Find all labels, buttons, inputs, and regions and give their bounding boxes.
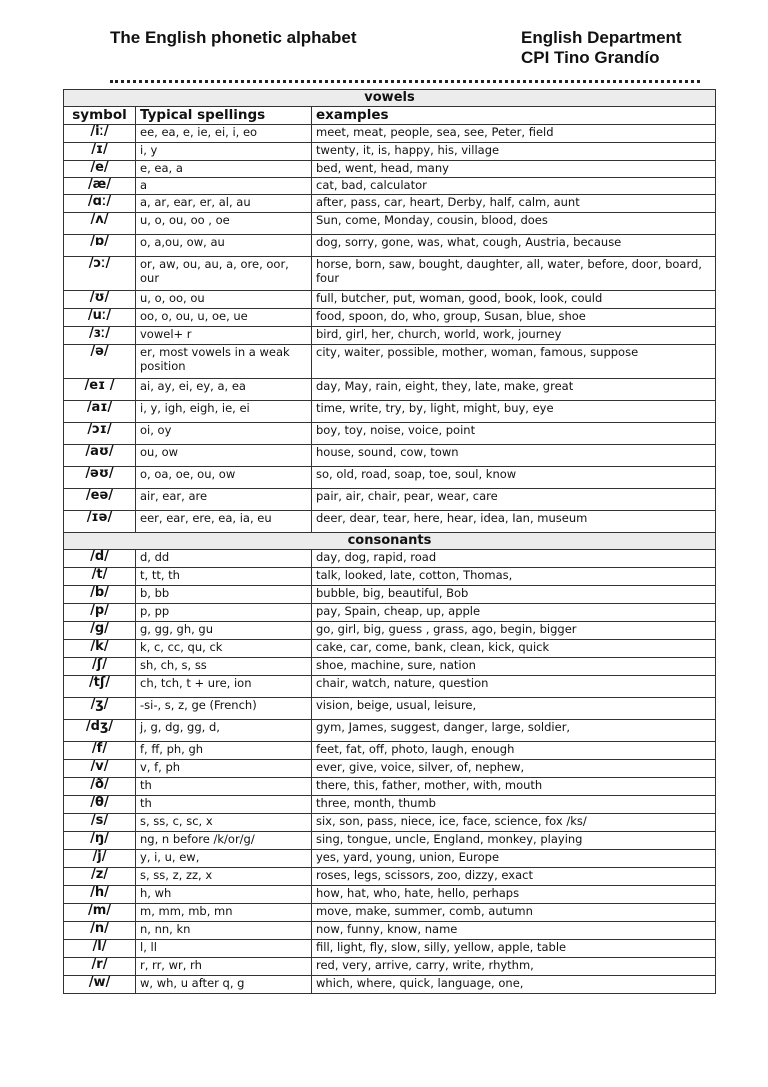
- phonetic-symbol: /ð/: [64, 778, 136, 796]
- phonetic-symbol: /z/: [64, 868, 136, 886]
- typical-spellings: u, o, ou, oo , oe: [136, 213, 312, 235]
- typical-spellings: f, ff, ph, gh: [136, 742, 312, 760]
- example-words: dog, sorry, gone, was, what, cough, Austria, because: [312, 235, 716, 257]
- vowels-row: [64, 291, 716, 309]
- example-words: cat, bad, calculator: [312, 178, 716, 195]
- typical-spellings: -si-, s, z, ge (French): [136, 698, 312, 720]
- example-words: city, waiter, possible, mother, woman, famous, suppose: [312, 345, 716, 379]
- consonants-row: [64, 742, 716, 760]
- vowels-row: [64, 489, 716, 511]
- consonants-row: [64, 778, 716, 796]
- phonetic-symbol: /iː/: [64, 125, 136, 143]
- consonants-row: [64, 568, 716, 586]
- typical-spellings: e, ea, a: [136, 161, 312, 178]
- phonetic-symbol: /g/: [64, 622, 136, 640]
- example-words: bird, girl, her, church, world, work, journey: [312, 327, 716, 345]
- typical-spellings: v, f, ph: [136, 760, 312, 778]
- department-name: English Department: [521, 28, 682, 47]
- phonetic-symbol: /e/: [64, 161, 136, 178]
- consonants-row: [64, 760, 716, 778]
- phonetic-symbol: /dʒ/: [64, 720, 136, 742]
- example-words: pay, Spain, cheap, up, apple: [312, 604, 716, 622]
- vowels-section-header: [64, 90, 716, 107]
- phonetic-symbol: /f/: [64, 742, 136, 760]
- vowels-row: [64, 161, 716, 178]
- typical-spellings: r, rr, wr, rh: [136, 958, 312, 976]
- consonants-row: [64, 886, 716, 904]
- example-words: deer, dear, tear, here, hear, idea, Ian, museum: [312, 511, 716, 533]
- phonetic-symbol: /ə/: [64, 345, 136, 379]
- example-words: three, month, thumb: [312, 796, 716, 814]
- typical-spellings: air, ear, are: [136, 489, 312, 511]
- phonetic-table: [63, 89, 716, 994]
- phonetic-symbol: /aɪ/: [64, 401, 136, 423]
- phonetic-symbol: /tʃ/: [64, 676, 136, 698]
- example-words: cake, car, come, bank, clean, kick, quick: [312, 640, 716, 658]
- consonants-row: [64, 976, 716, 994]
- typical-spellings: ng, n before /k/or/g/: [136, 832, 312, 850]
- phonetic-symbol: /ɔɪ/: [64, 423, 136, 445]
- typical-spellings: oi, oy: [136, 423, 312, 445]
- consonants-row: [64, 814, 716, 832]
- example-words: vision, beige, usual, leisure,: [312, 698, 716, 720]
- typical-spellings: th: [136, 778, 312, 796]
- example-words: now, funny, know, name: [312, 922, 716, 940]
- example-words: food, spoon, do, who, group, Susan, blue, shoe: [312, 309, 716, 327]
- consonants-row: [64, 958, 716, 976]
- vowels-row: [64, 178, 716, 195]
- example-words: shoe, machine, sure, nation: [312, 658, 716, 676]
- phonetic-symbol: /eə/: [64, 489, 136, 511]
- consonants-row: [64, 676, 716, 698]
- vowels-row: [64, 309, 716, 327]
- phonetic-symbol: /ɔː/: [64, 257, 136, 291]
- phonetic-symbol: /ɜː/: [64, 327, 136, 345]
- typical-spellings: ch, tch, t + ure, ion: [136, 676, 312, 698]
- consonants-row: [64, 720, 716, 742]
- typical-spellings: u, o, oo, ou: [136, 291, 312, 309]
- phonetic-symbol: /uː/: [64, 309, 136, 327]
- phonetic-symbol: /t/: [64, 568, 136, 586]
- phonetic-symbol: /ʃ/: [64, 658, 136, 676]
- phonetic-symbol: /r/: [64, 958, 136, 976]
- typical-spellings: ee, ea, e, ie, ei, i, eo: [136, 125, 312, 143]
- typical-spellings: b, bb: [136, 586, 312, 604]
- example-words: fill, light, fly, slow, silly, yellow, apple, table: [312, 940, 716, 958]
- typical-spellings: a, ar, ear, er, al, au: [136, 195, 312, 213]
- example-words: chair, watch, nature, question: [312, 676, 716, 698]
- typical-spellings: w, wh, u after q, g: [136, 976, 312, 994]
- example-words: sing, tongue, uncle, England, monkey, playing: [312, 832, 716, 850]
- example-words: red, very, arrive, carry, write, rhythm,: [312, 958, 716, 976]
- phonetic-symbol: /θ/: [64, 796, 136, 814]
- phonetic-symbol: /aʊ/: [64, 445, 136, 467]
- example-words: Sun, come, Monday, cousin, blood, does: [312, 213, 716, 235]
- example-words: ever, give, voice, silver, of, nephew,: [312, 760, 716, 778]
- phonetic-symbol: /n/: [64, 922, 136, 940]
- phonetic-symbol: /ŋ/: [64, 832, 136, 850]
- document-title: The English phonetic alphabet: [110, 28, 357, 47]
- typical-spellings: vowel+ r: [136, 327, 312, 345]
- consonants-row: [64, 658, 716, 676]
- example-words: six, son, pass, niece, ice, face, science, fox /ks/: [312, 814, 716, 832]
- vowels-row: [64, 195, 716, 213]
- consonants-row: [64, 868, 716, 886]
- example-words: bed, went, head, many: [312, 161, 716, 178]
- phonetic-symbol: /k/: [64, 640, 136, 658]
- typical-spellings: t, tt, th: [136, 568, 312, 586]
- consonants-row: [64, 622, 716, 640]
- example-words: feet, fat, off, photo, laugh, enough: [312, 742, 716, 760]
- phonetic-symbol: /əʊ/: [64, 467, 136, 489]
- phonetic-symbol: /s/: [64, 814, 136, 832]
- typical-spellings: s, ss, c, sc, x: [136, 814, 312, 832]
- phonetic-symbol: /ɪ/: [64, 143, 136, 161]
- phonetic-symbol: /æ/: [64, 178, 136, 195]
- vowels-row: [64, 467, 716, 489]
- typical-spellings: oo, o, ou, u, oe, ue: [136, 309, 312, 327]
- phonetic-symbol: /eɪ /: [64, 379, 136, 401]
- example-words: move, make, summer, comb, autumn: [312, 904, 716, 922]
- typical-spellings: j, g, dg, gg, d,: [136, 720, 312, 742]
- typical-spellings: g, gg, gh, gu: [136, 622, 312, 640]
- vowels-row: [64, 401, 716, 423]
- example-words: go, girl, big, guess , grass, ago, begin, bigger: [312, 622, 716, 640]
- consonants-row: [64, 796, 716, 814]
- example-words: yes, yard, young, union, Europe: [312, 850, 716, 868]
- example-words: so, old, road, soap, toe, soul, know: [312, 467, 716, 489]
- phonetic-symbol: /ɒ/: [64, 235, 136, 257]
- phonetic-symbol: /ɑː/: [64, 195, 136, 213]
- typical-spellings: eer, ear, ere, ea, ia, eu: [136, 511, 312, 533]
- phonetic-symbol: /w/: [64, 976, 136, 994]
- phonetic-symbol: /ʊ/: [64, 291, 136, 309]
- example-words: day, May, rain, eight, they, late, make, great: [312, 379, 716, 401]
- typical-spellings: h, wh: [136, 886, 312, 904]
- vowels-row: [64, 423, 716, 445]
- phonetic-symbol: /ʒ/: [64, 698, 136, 720]
- typical-spellings: ou, ow: [136, 445, 312, 467]
- phonetic-symbol: /h/: [64, 886, 136, 904]
- consonants-row: [64, 604, 716, 622]
- consonants-row: [64, 640, 716, 658]
- example-words: meet, meat, people, sea, see, Peter, field: [312, 125, 716, 143]
- school-name: CPI Tino Grandío: [521, 48, 660, 67]
- vowels-row: [64, 143, 716, 161]
- example-words: bubble, big, beautiful, Bob: [312, 586, 716, 604]
- typical-spellings: sh, ch, s, ss: [136, 658, 312, 676]
- phonetic-symbol: /j/: [64, 850, 136, 868]
- typical-spellings: i, y, igh, eigh, ie, ei: [136, 401, 312, 423]
- example-words: twenty, it, is, happy, his, village: [312, 143, 716, 161]
- example-words: which, where, quick, language, one,: [312, 976, 716, 994]
- phonetic-symbol: /b/: [64, 586, 136, 604]
- vowels-row: [64, 257, 716, 291]
- typical-spellings: s, ss, z, zz, x: [136, 868, 312, 886]
- vowels-row: [64, 511, 716, 533]
- example-words: time, write, try, by, light, might, buy, eye: [312, 401, 716, 423]
- vowels-row: [64, 345, 716, 379]
- example-words: gym, James, suggest, danger, large, soldier,: [312, 720, 716, 742]
- phonetic-symbol: /d/: [64, 550, 136, 568]
- typical-spellings: p, pp: [136, 604, 312, 622]
- department-heading: [521, 28, 682, 68]
- example-words: talk, looked, late, cotton, Thomas,: [312, 568, 716, 586]
- example-words: roses, legs, scissors, zoo, dizzy, exact: [312, 868, 716, 886]
- example-words: pair, air, chair, pear, wear, care: [312, 489, 716, 511]
- typical-spellings: l, ll: [136, 940, 312, 958]
- typical-spellings: o, oa, oe, ou, ow: [136, 467, 312, 489]
- vowels-row: [64, 213, 716, 235]
- consonants-row: [64, 940, 716, 958]
- consonants-row: [64, 832, 716, 850]
- symbol-column-header: symbol: [64, 107, 136, 125]
- column-header-row: [64, 107, 716, 125]
- vowels-row: [64, 445, 716, 467]
- phonetic-symbol: /ɪə/: [64, 511, 136, 533]
- consonants-row: [64, 586, 716, 604]
- example-words: full, butcher, put, woman, good, book, look, could: [312, 291, 716, 309]
- vowels-row: [64, 327, 716, 345]
- typical-spellings: d, dd: [136, 550, 312, 568]
- typical-spellings: a: [136, 178, 312, 195]
- typical-spellings: k, c, cc, qu, ck: [136, 640, 312, 658]
- consonants-row: [64, 904, 716, 922]
- vowels-heading: vowels: [64, 90, 716, 107]
- typical-spellings: er, most vowels in a weak position: [136, 345, 312, 379]
- typical-spellings: n, nn, kn: [136, 922, 312, 940]
- consonants-section-header: [64, 533, 716, 550]
- phonetic-symbol: /l/: [64, 940, 136, 958]
- example-words: house, sound, cow, town: [312, 445, 716, 467]
- typical-spellings: ai, ay, ei, ey, a, ea: [136, 379, 312, 401]
- typical-spellings: y, i, u, ew,: [136, 850, 312, 868]
- phonetic-symbol: /p/: [64, 604, 136, 622]
- dotted-divider: [110, 74, 700, 83]
- consonants-row: [64, 922, 716, 940]
- consonants-heading: consonants: [64, 533, 716, 550]
- consonants-row: [64, 698, 716, 720]
- spellings-column-header: Typical spellings: [136, 107, 312, 125]
- example-words: day, dog, rapid, road: [312, 550, 716, 568]
- typical-spellings: m, mm, mb, mn: [136, 904, 312, 922]
- example-words: boy, toy, noise, voice, point: [312, 423, 716, 445]
- typical-spellings: o, a,ou, ow, au: [136, 235, 312, 257]
- vowels-row: [64, 379, 716, 401]
- phonetic-symbol: /v/: [64, 760, 136, 778]
- example-words: how, hat, who, hate, hello, perhaps: [312, 886, 716, 904]
- typical-spellings: th: [136, 796, 312, 814]
- vowels-row: [64, 235, 716, 257]
- consonants-row: [64, 550, 716, 568]
- vowels-row: [64, 125, 716, 143]
- example-words: after, pass, car, heart, Derby, half, calm, aunt: [312, 195, 716, 213]
- phonetic-symbol: /m/: [64, 904, 136, 922]
- typical-spellings: i, y: [136, 143, 312, 161]
- consonants-row: [64, 850, 716, 868]
- example-words: horse, born, saw, bought, daughter, all, water, before, door, board, four: [312, 257, 716, 291]
- example-words: there, this, father, mother, with, mouth: [312, 778, 716, 796]
- typical-spellings: or, aw, ou, au, a, ore, oor, our: [136, 257, 312, 291]
- examples-column-header: examples: [312, 107, 716, 125]
- phonetic-symbol: /ʌ/: [64, 213, 136, 235]
